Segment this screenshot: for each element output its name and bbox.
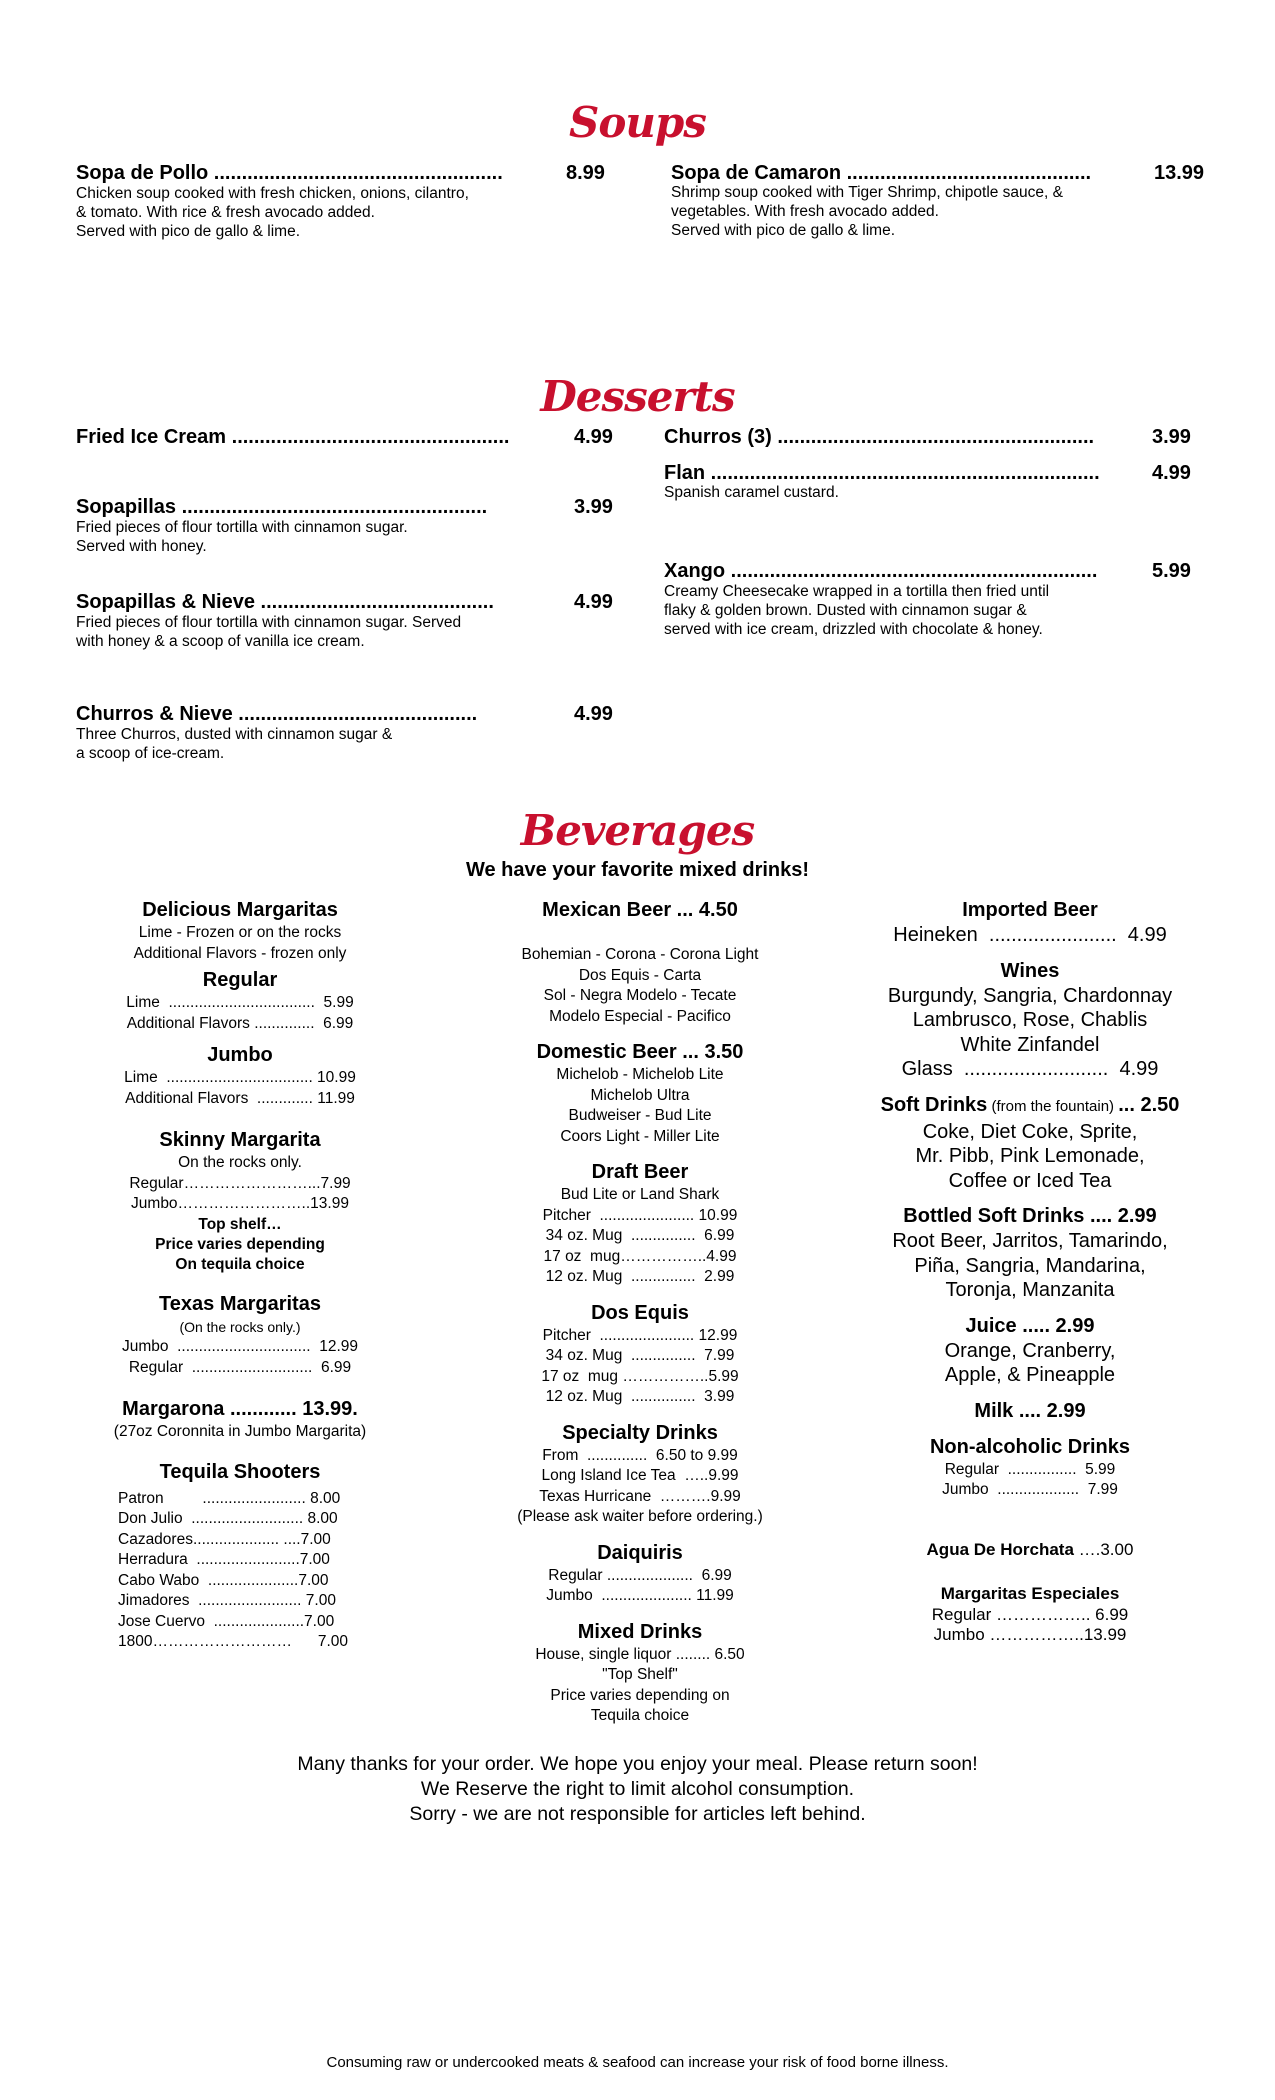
skinny-note: Top shelf…: [198, 1215, 282, 1233]
margarona-note: (27oz Coronnita in Jumbo Margarita): [113, 1423, 367, 1440]
beverages-subtitle: We have your favorite mixed drinks!: [465, 859, 810, 881]
item-price: 3.99: [574, 496, 613, 518]
shooters-list: [90, 1489, 390, 1653]
skinny-line: On the rocks only.: [178, 1154, 302, 1171]
regular-line: Lime .................................. 5.99: [126, 994, 354, 1011]
menu-item-sopa-de-pollo: [76, 162, 503, 185]
item-dots: ..................................................................: [725, 560, 1098, 582]
daiquiris-line: Regular .................... 6.99: [548, 1566, 732, 1584]
texas-line: Jumbo ............................... 12.99: [121, 1338, 359, 1355]
domestic-beer-line: Budweiser - Bud Lite: [568, 1107, 712, 1124]
skinny-heading: Skinny Margarita: [159, 1129, 321, 1151]
item-name: Sopa de Pollo: [76, 162, 209, 184]
margaritas-line: Additional Flavors - frozen only: [133, 944, 347, 962]
item-name: Churros & Nieve: [76, 703, 233, 725]
margarona-heading: Margarona ............ 13.99.: [122, 1398, 358, 1420]
wines-line: Burgundy, Sangria, Chardonnay: [887, 984, 1173, 1007]
daiquiris-line: Jumbo ..................... 11.99: [546, 1587, 734, 1604]
menu-item-churros-nieve: [76, 703, 477, 726]
margaritas-line: Lime - Frozen or on the rocks: [138, 924, 342, 941]
shooter-item: Cabo Wabo .....................7.00: [118, 1571, 329, 1589]
item-name: Xango: [664, 560, 726, 582]
regular-line: Additional Flavors .............. 6.99: [126, 1014, 354, 1032]
beverage-column-2: [490, 897, 790, 1727]
margaritas-heading: Delicious Margaritas: [142, 899, 338, 921]
shooter-item: Don Julio .......................... 8.00: [118, 1510, 338, 1527]
milk-heading: Milk .... 2.99: [974, 1399, 1086, 1422]
bottled-drinks-line: Root Beer, Jarritos, Tamarindo,: [892, 1230, 1168, 1252]
bottled-drinks-line: Piña, Sangria, Mandarina,: [914, 1254, 1146, 1277]
mixed-drinks-line: Price varies depending on: [550, 1686, 730, 1704]
specialty-drinks-line: Long Island Ice Tea …..9.99: [541, 1467, 739, 1484]
beverage-column-3: [860, 897, 1200, 1646]
skinny-line: Regular……………………...7.99: [129, 1174, 351, 1192]
draft-beer-heading: Draft Beer: [591, 1161, 689, 1183]
item-price: 13.99: [1154, 162, 1205, 184]
shooter-item: 1800……………………… 7.00: [118, 1633, 348, 1650]
domestic-beer-line: Michelob - Michelob Lite: [556, 1066, 724, 1083]
bottled-drinks-heading: Bottled Soft Drinks .... 2.99: [903, 1205, 1157, 1227]
dos-equis-heading: Dos Equis: [591, 1301, 689, 1324]
soft-drinks-name: Soft Drinks: [880, 1093, 988, 1116]
item-description: Fried pieces of flour tortilla with cinnamon sugar. Served with honey & a scoop of vanilla ice cream.: [76, 614, 462, 650]
item-description: Shrimp soup cooked with Tiger Shrimp, chipotle sauce, & vegetables. With fresh avocado added. Served with pico de gallo & lime.: [671, 184, 1063, 239]
soft-drinks-line: Coke, Diet Coke, Sprite,: [922, 1120, 1138, 1143]
margaritas-especiales-line: Regular …………….. 6.99: [931, 1604, 1129, 1624]
domestic-beer-line: Coors Light - Miller Lite: [560, 1127, 720, 1145]
draft-beer-line: Bud Lite or Land Shark: [560, 1186, 720, 1203]
item-price: 8.99: [566, 162, 605, 184]
closing-line: Many thanks for your order. We hope you enjoy your meal. Please return soon!: [297, 1753, 978, 1775]
item-dots: ..........................................: [254, 591, 494, 613]
horchata-line: [860, 1539, 1200, 1561]
horchata-price: ….3.00: [1073, 1539, 1134, 1559]
jumbo-line: Additional Flavors ............. 11.99: [125, 1089, 355, 1107]
shooter-item: Jose Cuervo .....................7.00: [118, 1612, 335, 1630]
item-description: Three Churros, dusted with cinnamon sugar & a scoop of ice-cream.: [76, 726, 393, 762]
item-description: Chicken soup cooked with fresh chicken, onions, cilantro, & tomato. With rice & fresh avocado added. Served with pico de gallo & lime.: [76, 185, 469, 240]
soft-drinks-line: Coffee or Iced Tea: [948, 1169, 1112, 1192]
wines-line: Lambrusco, Rose, Chablis: [912, 1009, 1148, 1031]
soft-drinks-line: Mr. Pibb, Pink Lemonade,: [915, 1145, 1145, 1167]
texas-heading: Texas Margaritas: [159, 1292, 321, 1315]
specialty-drinks-line: Texas Hurricane ……….9.99: [539, 1487, 741, 1505]
item-price: 4.99: [1152, 462, 1191, 484]
item-dots: ....................................................: [208, 162, 503, 184]
shooter-item: Jimadores ........................ 7.00: [118, 1592, 336, 1609]
closing-line: We Reserve the right to limit alcohol consumption.: [420, 1778, 855, 1800]
menu-item-sopa-de-camaron: [671, 162, 1091, 185]
item-description: Creamy Cheesecake wrapped in a tortilla then fried until flaky & golden brown. Dusted with cinnamon sugar & served with ice cream, drizzled with chocolate & honey.: [664, 583, 1050, 638]
wines-heading: Wines: [1000, 959, 1060, 982]
item-description: Fried pieces of flour tortilla with cinnamon sugar. Served with honey.: [76, 519, 408, 555]
draft-beer-line: 17 oz mug……………..4.99: [543, 1247, 737, 1265]
soft-drinks-price: ... 2.50: [1118, 1093, 1180, 1116]
mexican-beer-heading: Mexican Beer ... 4.50: [542, 899, 738, 921]
mixed-drinks-heading: Mixed Drinks: [577, 1620, 703, 1643]
menu-item-sopapillas: [76, 496, 487, 519]
item-name: Fried Ice Cream: [76, 426, 227, 448]
draft-beer-line: 34 oz. Mug ............... 6.99: [545, 1227, 735, 1244]
mixed-drinks-line: "Top Shelf": [602, 1666, 678, 1683]
juice-line: Apple, & Pineapple: [944, 1364, 1116, 1386]
margaritas-especiales-line: Jumbo ……………..13.99: [933, 1625, 1127, 1644]
margaritas-especiales-heading: Margaritas Especiales: [940, 1583, 1120, 1603]
skinny-note: Price varies depending: [155, 1235, 325, 1253]
beverage-column-1: [90, 897, 390, 1653]
item-price: 4.99: [574, 591, 613, 613]
texas-line: Regular ............................ 6.99: [128, 1358, 352, 1376]
juice-heading: Juice ..... 2.99: [965, 1314, 1095, 1337]
domestic-beer-line: Michelob Ultra: [590, 1086, 690, 1104]
mexican-beer-line: Modelo Especial - Pacifico: [549, 1007, 731, 1025]
imported-beer-line: Heineken ....................... 4.99: [893, 924, 1167, 946]
shooter-item: Cazadores.................... ....7.00: [118, 1530, 331, 1548]
horchata-name: Agua De Horchata: [926, 1539, 1074, 1559]
non-alcoholic-line: Jumbo ................... 7.99: [942, 1481, 1118, 1498]
daiquiris-heading: Daiquiris: [597, 1541, 683, 1564]
dos-equis-line: 34 oz. Mug ............... 7.99: [545, 1347, 735, 1364]
dos-equis-line: 17 oz mug ……………..5.99: [541, 1367, 739, 1385]
item-price: 4.99: [574, 426, 613, 448]
menu-item-flan: [664, 462, 1100, 485]
skinny-note: On tequila choice: [175, 1255, 305, 1273]
wines-line: White Zinfandel: [960, 1033, 1100, 1056]
item-dots: .........................................................: [771, 426, 1095, 448]
item-name: Churros (3): [664, 426, 772, 448]
item-dots: ..................................................: [226, 426, 510, 448]
shooter-item: Patron ........................ 8.00: [118, 1489, 341, 1507]
wines-line: Glass .......................... 4.99: [901, 1058, 1159, 1080]
specialty-drinks-line: (Please ask waiter before ordering.): [517, 1508, 763, 1525]
item-description: Spanish caramel custard.: [664, 484, 839, 501]
soft-drinks-heading: [860, 1092, 1200, 1120]
desserts-title: Desserts: [540, 372, 735, 421]
juice-line: Orange, Cranberry,: [944, 1339, 1116, 1362]
item-price: 4.99: [574, 703, 613, 725]
item-price: 5.99: [1152, 560, 1191, 582]
texas-note: (On the rocks only.): [179, 1318, 301, 1335]
dos-equis-line: Pitcher ...................... 12.99: [542, 1326, 738, 1344]
beverages-title: Beverages: [520, 806, 755, 855]
item-dots: ...........................................: [232, 703, 478, 725]
shooter-item: Herradura ........................7.00: [118, 1551, 330, 1568]
mexican-beer-line: Dos Equis - Carta: [578, 966, 702, 984]
mexican-beer-line: Sol - Negra Modelo - Tecate: [543, 987, 737, 1004]
item-dots: .......................................................: [176, 496, 488, 518]
item-price: 3.99: [1152, 426, 1191, 448]
draft-beer-line: Pitcher ...................... 10.99: [542, 1206, 738, 1224]
item-name: Sopapillas: [76, 496, 177, 518]
menu-item-fried-ice-cream: [76, 426, 509, 449]
jumbo-heading: Jumbo: [207, 1044, 273, 1066]
soups-title: Soups: [569, 98, 706, 147]
regular-heading: Regular: [202, 969, 278, 991]
imported-beer-heading: Imported Beer: [962, 899, 1098, 921]
mexican-beer-line: Bohemian - Corona - Corona Light: [521, 946, 759, 963]
item-name: Sopapillas & Nieve: [76, 591, 255, 613]
soft-drinks-note: (from the fountain): [987, 1097, 1119, 1115]
draft-beer-line: 12 oz. Mug ............... 2.99: [545, 1268, 735, 1285]
item-name: Flan: [664, 462, 706, 484]
menu-item-churros: [664, 426, 1094, 449]
skinny-line: Jumbo……………………..13.99: [131, 1195, 349, 1212]
dos-equis-line: 12 oz. Mug ............... 3.99: [545, 1388, 735, 1405]
domestic-beer-heading: Domestic Beer ... 3.50: [536, 1041, 744, 1063]
item-dots: ............................................: [841, 162, 1092, 184]
jumbo-line: Lime .................................. 10.99: [124, 1069, 356, 1086]
menu-item-xango: [664, 560, 1097, 583]
specialty-drinks-heading: Specialty Drinks: [562, 1421, 718, 1444]
food-safety-warning: Consuming raw or undercooked meats & seafood can increase your risk of food borne illness.: [326, 2054, 949, 2071]
menu-item-sopapillas-nieve: [76, 591, 494, 614]
item-name: Sopa de Camaron: [671, 162, 842, 184]
shooters-heading: Tequila Shooters: [159, 1460, 321, 1483]
closing-message: [0, 1752, 1275, 1827]
mixed-drinks-line: Tequila choice: [590, 1707, 690, 1724]
specialty-drinks-line: From .............. 6.50 to 9.99: [542, 1446, 738, 1464]
mixed-drinks-line: House, single liquor ........ 6.50: [535, 1645, 745, 1663]
non-alcoholic-heading: Non-alcoholic Drinks: [929, 1435, 1131, 1458]
closing-line: Sorry - we are not responsible for articles left behind.: [409, 1803, 866, 1825]
bottled-drinks-line: Toronja, Manzanita: [945, 1279, 1115, 1301]
item-dots: ......................................................................: [705, 462, 1100, 484]
non-alcoholic-line: Regular ................ 5.99: [944, 1460, 1116, 1478]
